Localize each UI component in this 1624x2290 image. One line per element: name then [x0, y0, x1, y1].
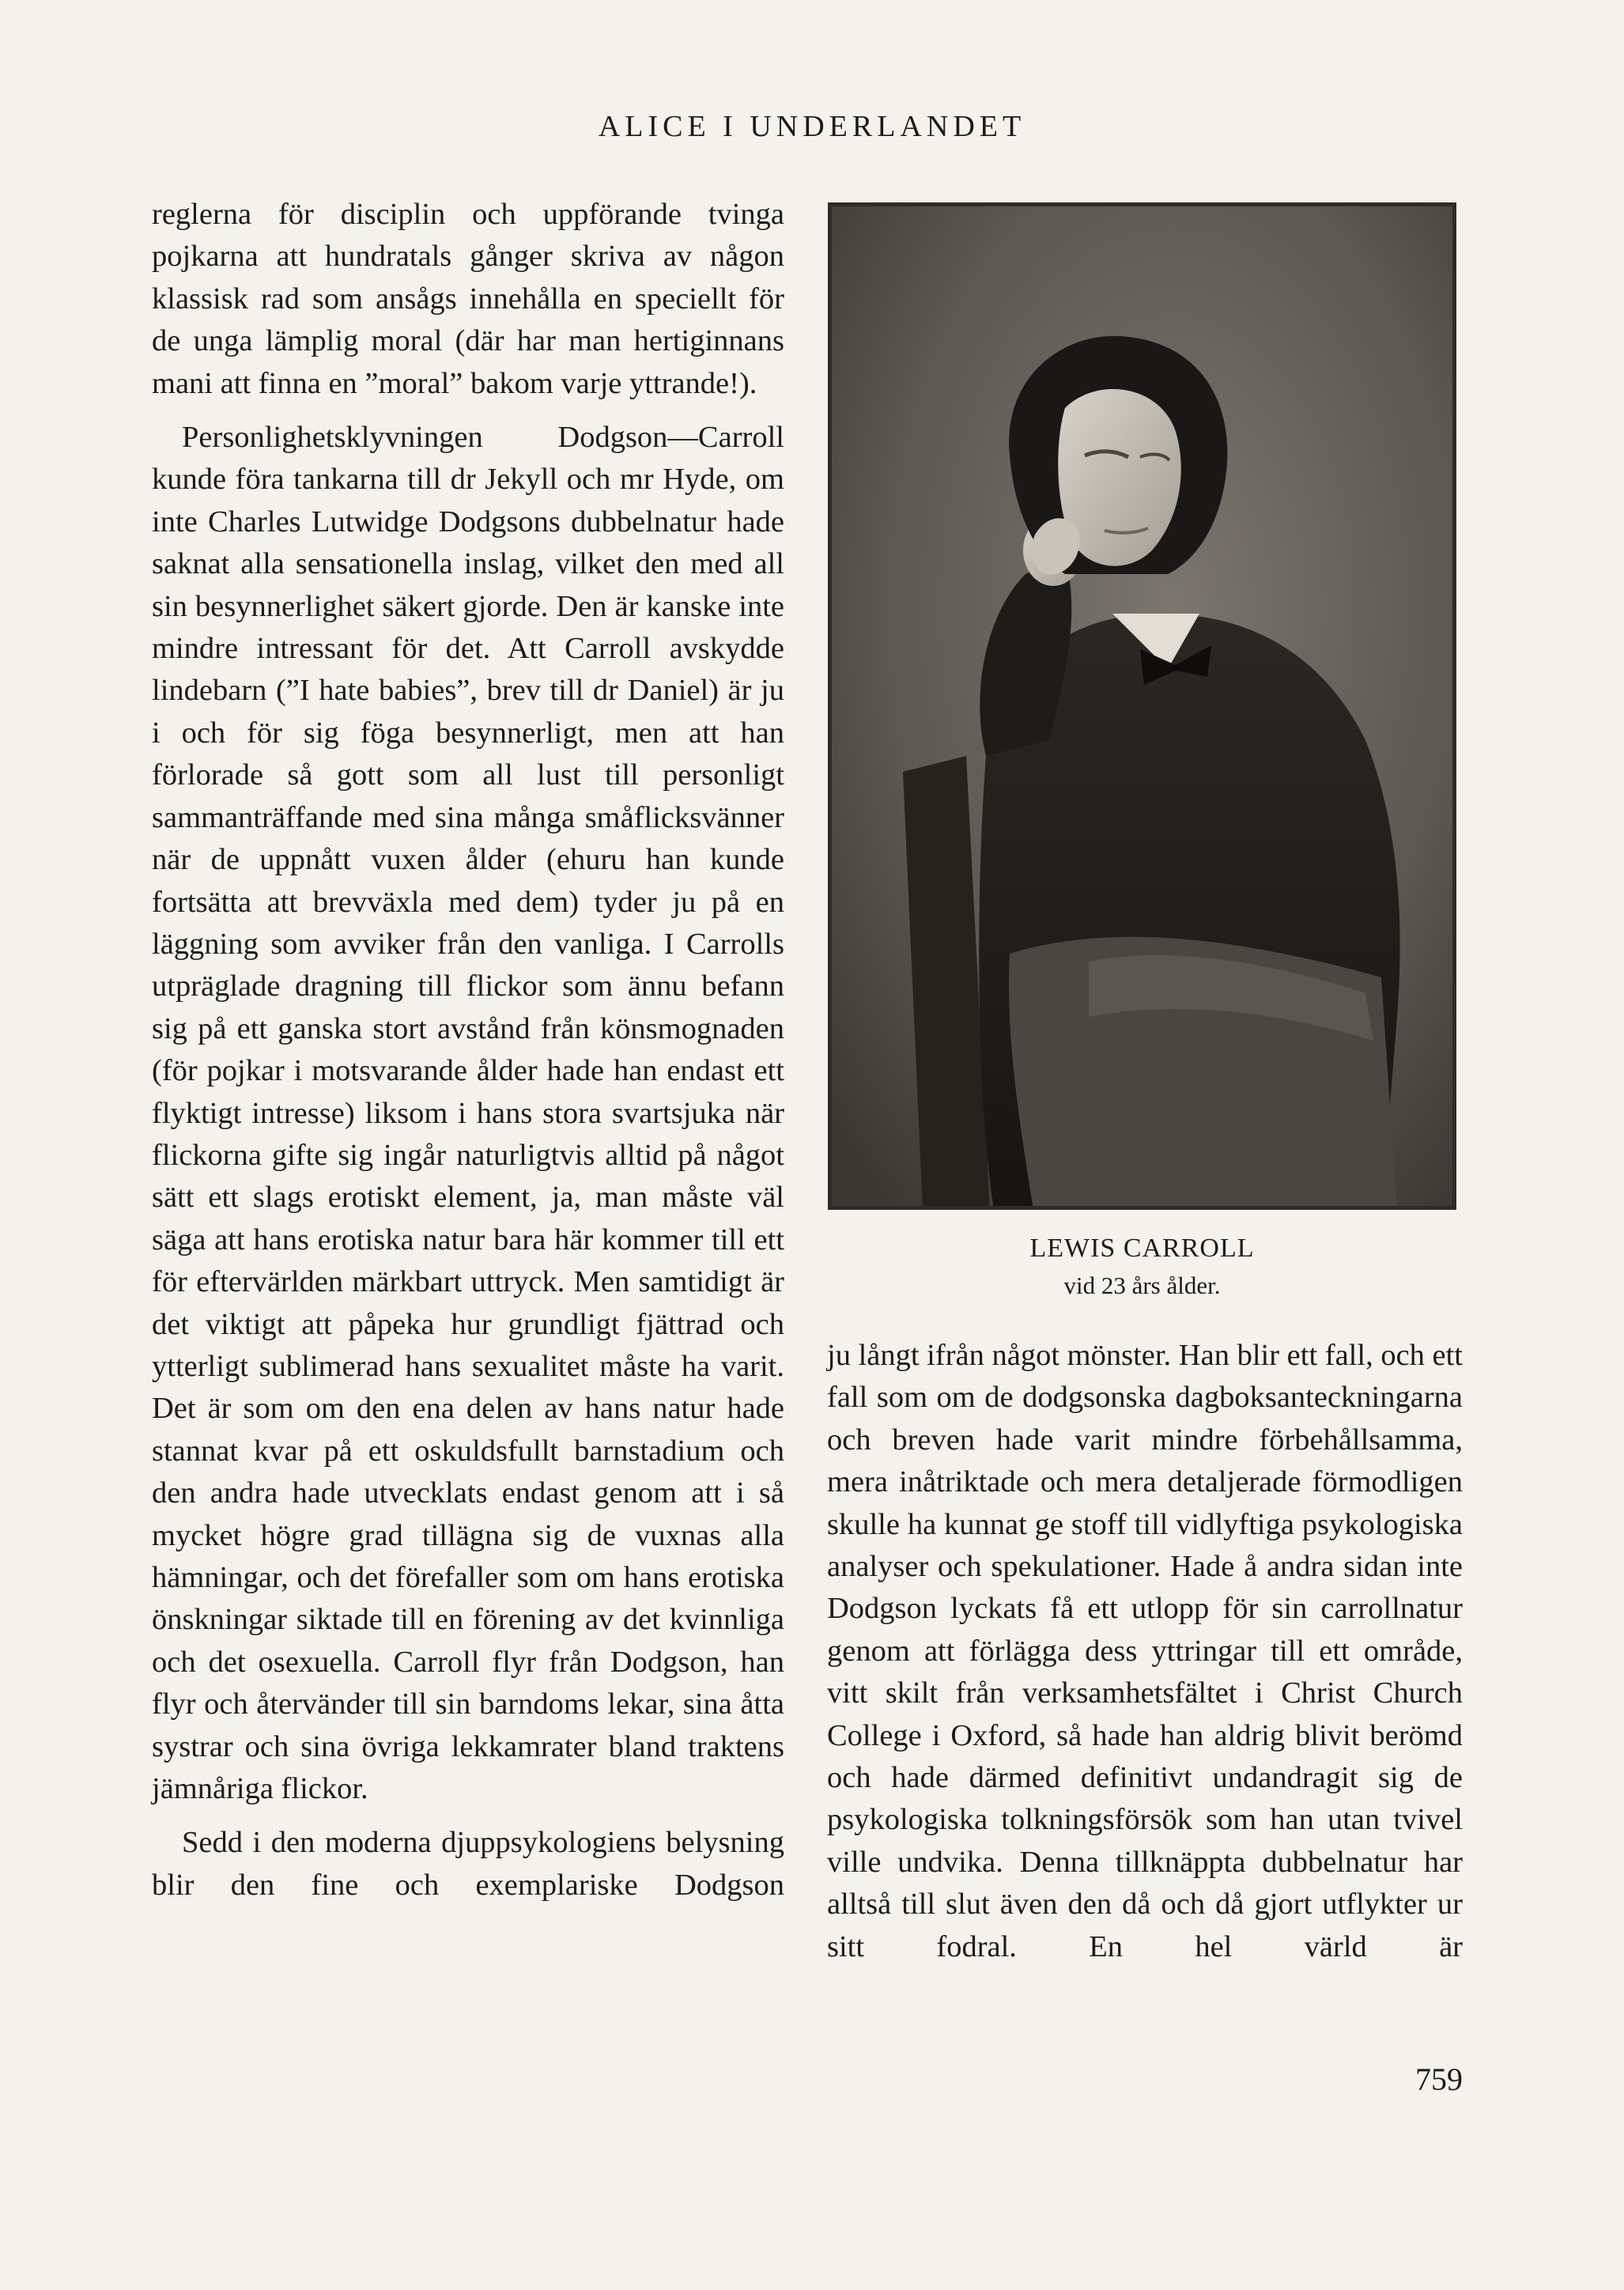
photo-caption-subtitle: vid 23 års ålder. [1063, 1272, 1221, 1299]
right-text-column [827, 1335, 1463, 1968]
running-title: ALICE I UNDERLANDET [598, 110, 1026, 143]
paragraph: reglerna för disciplin och uppförande tvinga pojkarna att hundratals gånger skriva av någon klassisk rad som ansågs innehålla en speciellt för de unga lämplig moral (där har man hertiginnans mani att finna en ”moral” bakom varje yttrande!). [152, 198, 784, 400]
paragraph: Personlighetsklyvningen Dodgson—Carroll kunde föra tankarna till dr Jekyll och mr Hyde, om inte Charles Lutwidge Dodgsons dubbelnatur hade saknat alla sensationella inslag, vilket den med all sin besynnerlighet säkert gjorde. Den är kanske inte mindre intressant för det. Att Carroll avskydde lindebarn (”I hate babies”, brev till dr Daniel) är ju i och för sig föga besynnerligt, men att han förlorade så gott som all lust till personligt sammanträffande med sina många småflicksvänner när de uppnått vuxen ålder (ehuru han kunde fortsätta att brevväxla med dem) tyder ju på en läggning som avviker från den vanliga. I Carrolls utpräglade dragning till flickor som ännu befann sig på ett ganska stort avstånd från könsmognaden (för pojkar i motsvarande ålder hade han endast ett flyktigt intresse) liksom i hans stora svartsjuka när flickorna gifte sig ingår naturligtvis alltid på något sätt ett slags erotiskt element, ja, man måste väl säga att hans erotiska natur bara här kommer till ett för eftervärlden märkbart uttryck. Men samtidigt är det viktigt att påpeka hur grundligt fjättrad och ytterligt sublimerad hans sexualitet måste ha varit. Det är som om den ena delen av hans natur hade stannat kvar på ett oskuldsfullt barnstadium och den andra hade utvecklats endast genom att i så mycket högre grad tillägna sig de vuxnas alla hämningar, och det förefaller som om hans erotiska önskningar siktade till en förening av det kvinnliga och det osexuella. Carroll flyr från Dodgson, han flyr och återvänder till sin barndoms lekar, sina åtta systrar och sina övriga lekkamrater bland traktens jämnåriga flickor. [152, 421, 784, 1806]
photo-caption-title: LEWIS CARROLL [1029, 1234, 1255, 1263]
left-text-column [152, 194, 784, 1906]
paragraph: ju långt ifrån något mönster. Han blir ett fall, och ett fall som om de dodgsonska dagboksanteckningarna och breven hade varit mindre förbehållsamma, mera inåtriktade och mera detaljerade förmodligen skulle ha kunnat ge stoff till vidlyftiga psykologiska analyser och spekulationer. Hade å andra sidan inte Dodgson lyckats få ett utlopp för sin carrollnatur genom att förlägga dess yttringar till ett område, vitt skilt från verksamhetsfältet i Christ Church College i Oxford, så hade han aldrig blivit berömd och hade därmed definitivt undandragit sig de psykologiska tolkningsförsök som han utan tvivel ville undvika. Denna tillknäppta dubbelnatur har alltså till slut även den då och då gjort utflykter ur sitt fodral. En hel värld är [827, 1339, 1463, 1963]
portrait-image [828, 202, 1456, 1210]
page-number: 759 [1415, 2061, 1463, 2097]
portrait-photograph [828, 202, 1456, 1210]
paragraph: Sedd i den moderna djuppsykologiens belysning blir den fine och exemplariske Dodgson [152, 1826, 784, 1902]
